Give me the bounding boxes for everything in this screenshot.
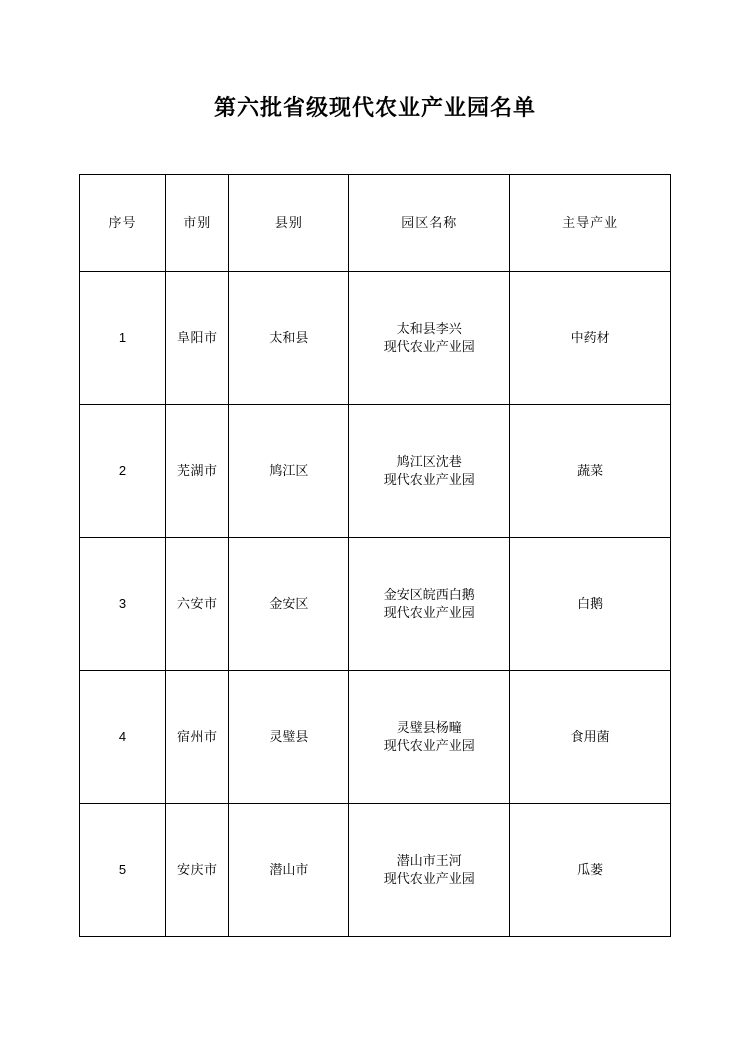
column-header-industry: 主导产业 — [510, 175, 671, 272]
park-list-table — [79, 174, 671, 937]
cell-county: 潜山市 — [229, 804, 349, 937]
park-name-line1: 潜山市王河 — [396, 852, 462, 868]
cell-county: 灵璧县 — [229, 671, 349, 804]
cell-city: 芜湖市 — [166, 405, 229, 538]
column-header-city: 市别 — [166, 175, 229, 272]
cell-industry: 蔬菜 — [510, 405, 671, 538]
table-header-row — [80, 175, 671, 272]
cell-city: 安庆市 — [166, 804, 229, 937]
park-name-line2: 现代农业产业园 — [383, 871, 475, 887]
cell-no: 3 — [80, 538, 166, 671]
cell-industry: 中药材 — [510, 272, 671, 405]
cell-industry: 食用菌 — [510, 671, 671, 804]
park-name-line2: 现代农业产业园 — [383, 472, 475, 488]
park-name-line2: 现代农业产业园 — [383, 605, 475, 621]
park-name-line1: 太和县李兴 — [396, 320, 462, 336]
table-row — [80, 804, 671, 937]
page-title: 第六批省级现代农业产业园名单 — [213, 95, 536, 120]
park-name-line1: 金安区皖西白鹅 — [383, 586, 475, 602]
park-name-line1: 灵璧县杨疃 — [396, 719, 462, 735]
park-name-line1: 鸠江区沈巷 — [396, 453, 462, 469]
cell-no: 2 — [80, 405, 166, 538]
column-header-park-name: 园区名称 — [349, 175, 510, 272]
table-row — [80, 405, 671, 538]
cell-park-name — [349, 804, 510, 937]
cell-city: 六安市 — [166, 538, 229, 671]
column-header-no: 序号 — [80, 175, 166, 272]
cell-no: 5 — [80, 804, 166, 937]
cell-city: 宿州市 — [166, 671, 229, 804]
table-header — [80, 175, 671, 272]
cell-industry: 瓜蒌 — [510, 804, 671, 937]
cell-park-name — [349, 671, 510, 804]
table-row — [80, 272, 671, 405]
park-name-line2: 现代农业产业园 — [383, 339, 475, 355]
cell-park-name — [349, 538, 510, 671]
cell-industry: 白鹅 — [510, 538, 671, 671]
cell-county: 鸠江区 — [229, 405, 349, 538]
cell-no: 4 — [80, 671, 166, 804]
column-header-county: 县别 — [229, 175, 349, 272]
table-row — [80, 538, 671, 671]
cell-county: 太和县 — [229, 272, 349, 405]
cell-city: 阜阳市 — [166, 272, 229, 405]
table-row — [80, 671, 671, 804]
park-name-line2: 现代农业产业园 — [383, 738, 475, 754]
cell-county: 金安区 — [229, 538, 349, 671]
cell-park-name — [349, 272, 510, 405]
table-body — [80, 272, 671, 937]
table-container — [79, 121, 671, 937]
cell-park-name — [349, 405, 510, 538]
cell-no: 1 — [80, 272, 166, 405]
